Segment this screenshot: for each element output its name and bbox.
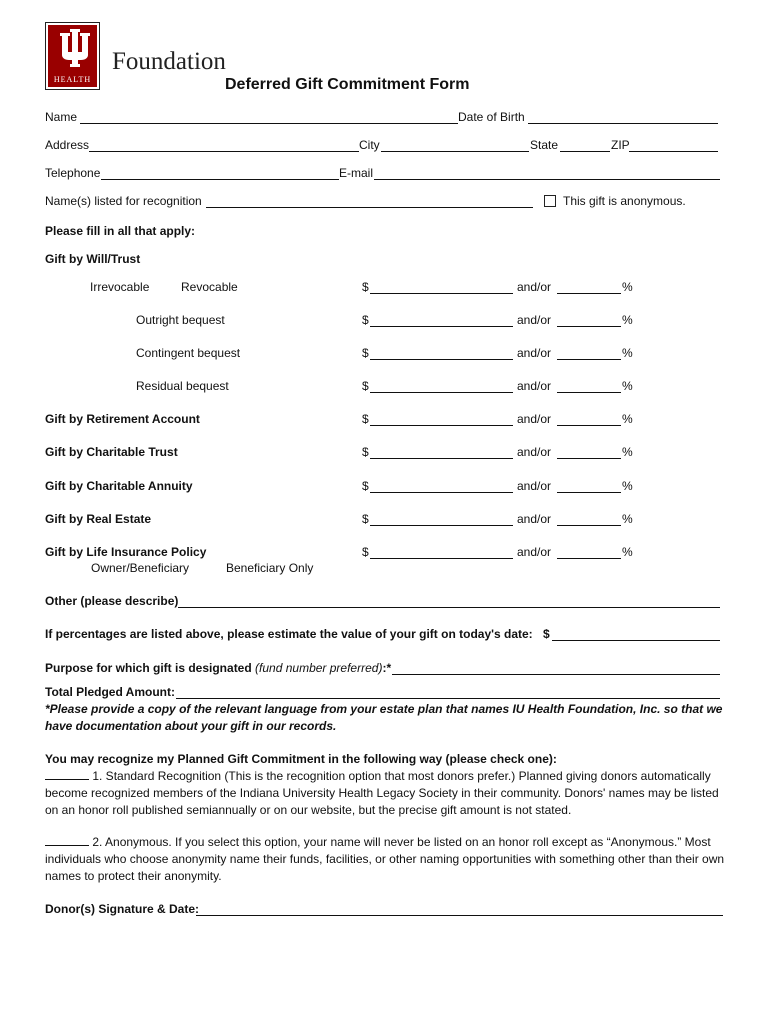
amount-field[interactable] [370, 492, 513, 493]
will-trust-heading: Gift by Will/Trust [45, 252, 141, 266]
zip-field[interactable] [629, 151, 718, 152]
percent-field[interactable] [557, 293, 621, 294]
percent-sign: % [622, 445, 633, 459]
percent-sign: % [622, 379, 633, 393]
state-field[interactable] [560, 151, 610, 152]
signature-field[interactable] [196, 915, 723, 916]
option-standard-text: 1. Standard Recognition (This is the recognition option that most donors prefer.) Planned giving donors automatically become recognized members of the Indiana University Health Legacy Society in their community. Donors' names may be listed on an honor roll published semiannually or on our website, but the precise gift amount is not stated. [45, 769, 719, 817]
dollar-sign: $ [362, 412, 369, 426]
real-estate-label: Gift by Real Estate [45, 512, 152, 526]
option-anonymous [45, 834, 725, 885]
andor-label: and/or [517, 512, 552, 526]
purpose-label-suffix: :* [382, 661, 392, 675]
estate-plan-note: *Please provide a copy of the relevant language from your estate plan that names IU Health Foundation, Inc. so that we have documentation about your gift in our records. [45, 702, 723, 733]
instructions: Please fill in all that apply: [45, 224, 196, 238]
andor-label: and/or [517, 412, 552, 426]
org-name: Foundation [112, 48, 226, 75]
total-label: Total Pledged Amount: [45, 685, 175, 699]
percent-field[interactable] [557, 458, 621, 459]
total-field[interactable] [176, 698, 720, 699]
percent-field[interactable] [557, 525, 621, 526]
purpose-label-hint: (fund number preferred) [255, 661, 383, 675]
email-label: E-mail [339, 166, 374, 180]
andor-label: and/or [517, 445, 552, 459]
dollar-sign: $ [362, 545, 369, 559]
dollar-sign: $ [362, 280, 369, 294]
amount-field[interactable] [370, 359, 513, 360]
estimate-label: If percentages are listed above, please estimate the value of your gift on today's date: [45, 627, 533, 641]
irrevocable-option[interactable]: Irrevocable [90, 280, 150, 294]
amount-field[interactable] [370, 525, 513, 526]
contingent-bequest-label: Contingent bequest [136, 346, 241, 360]
dollar-sign: $ [362, 445, 369, 459]
telephone-label: Telephone [45, 166, 101, 180]
beneficiary-only-option[interactable]: Beneficiary Only [226, 561, 314, 575]
name-label: Name [45, 110, 78, 124]
revocable-option[interactable]: Revocable [181, 280, 238, 294]
andor-label: and/or [517, 545, 552, 559]
owner-beneficiary-option[interactable]: Owner/Beneficiary [91, 561, 190, 575]
dollar-sign: $ [362, 313, 369, 327]
charitable-annuity-label: Gift by Charitable Annuity [45, 479, 193, 493]
other-field[interactable] [178, 607, 720, 608]
trident-icon [56, 29, 93, 69]
percent-sign: % [622, 479, 633, 493]
purpose-field[interactable] [392, 674, 720, 675]
retirement-label: Gift by Retirement Account [45, 412, 200, 426]
life-insurance-label: Gift by Life Insurance Policy [45, 545, 207, 559]
recognize-heading: You may recognize my Planned Gift Commitment in the following way (please check one): [45, 752, 557, 766]
logo-text: HEALTH [53, 75, 92, 84]
signature-label: Donor(s) Signature & Date: [45, 902, 200, 916]
percent-sign: % [622, 512, 633, 526]
option-anonymous-check[interactable] [45, 835, 89, 846]
amount-field[interactable] [370, 293, 513, 294]
telephone-field[interactable] [101, 179, 339, 180]
amount-field[interactable] [370, 425, 513, 426]
address-field[interactable] [89, 151, 359, 152]
amount-field[interactable] [370, 458, 513, 459]
zip-label: ZIP [611, 138, 630, 152]
option-anonymous-text: 2. Anonymous. If you select this option, your name will never be listed on an honor roll except as “Anonymous.” Most individuals who choose anonymity name their funds, facilities, or other naming opportunities with something other than their own names to protect their anonymity. [45, 835, 725, 883]
percent-sign: % [622, 313, 633, 327]
dob-field[interactable] [528, 123, 718, 124]
dob-label: Date of Birth [458, 110, 525, 124]
percent-field[interactable] [557, 425, 621, 426]
page-title: Deferred Gift Commitment Form [225, 76, 470, 93]
purpose-label [45, 661, 391, 675]
percent-field[interactable] [557, 392, 621, 393]
purpose-label-main: Purpose for which gift is designated [45, 661, 252, 675]
iu-health-logo [45, 22, 100, 90]
andor-label: and/or [517, 346, 552, 360]
amount-field[interactable] [370, 558, 513, 559]
percent-sign: % [622, 346, 633, 360]
dollar-sign: $ [362, 479, 369, 493]
charitable-trust-label: Gift by Charitable Trust [45, 445, 178, 459]
amount-field[interactable] [370, 392, 513, 393]
name-field[interactable] [80, 123, 458, 124]
state-label: State [530, 138, 559, 152]
dollar-sign: $ [362, 379, 369, 393]
percent-field[interactable] [557, 359, 621, 360]
andor-label: and/or [517, 379, 552, 393]
anonymous-checkbox[interactable] [544, 195, 556, 207]
other-label: Other (please describe) [45, 594, 179, 608]
recognition-field[interactable] [206, 207, 533, 208]
percent-sign: % [622, 412, 633, 426]
percent-field[interactable] [557, 326, 621, 327]
andor-label: and/or [517, 313, 552, 327]
estimate-field[interactable] [552, 640, 720, 641]
outright-bequest-label: Outright bequest [136, 313, 225, 327]
address-label: Address [45, 138, 90, 152]
percent-field[interactable] [557, 558, 621, 559]
dollar-sign: $ [362, 346, 369, 360]
city-field[interactable] [381, 151, 529, 152]
city-label: City [359, 138, 380, 152]
option-standard [45, 768, 725, 819]
recognition-label: Name(s) listed for recognition [45, 194, 202, 208]
percent-sign: % [622, 545, 633, 559]
residual-bequest-label: Residual bequest [136, 379, 229, 393]
estimate-dollar-sign: $ [543, 627, 550, 641]
dollar-sign: $ [362, 512, 369, 526]
email-field[interactable] [374, 179, 720, 180]
option-standard-check[interactable] [45, 769, 89, 780]
amount-field[interactable] [370, 326, 513, 327]
andor-label: and/or [517, 479, 552, 493]
andor-label: and/or [517, 280, 552, 294]
anonymous-label: This gift is anonymous. [563, 194, 686, 208]
percent-sign: % [622, 280, 633, 294]
percent-field[interactable] [557, 492, 621, 493]
